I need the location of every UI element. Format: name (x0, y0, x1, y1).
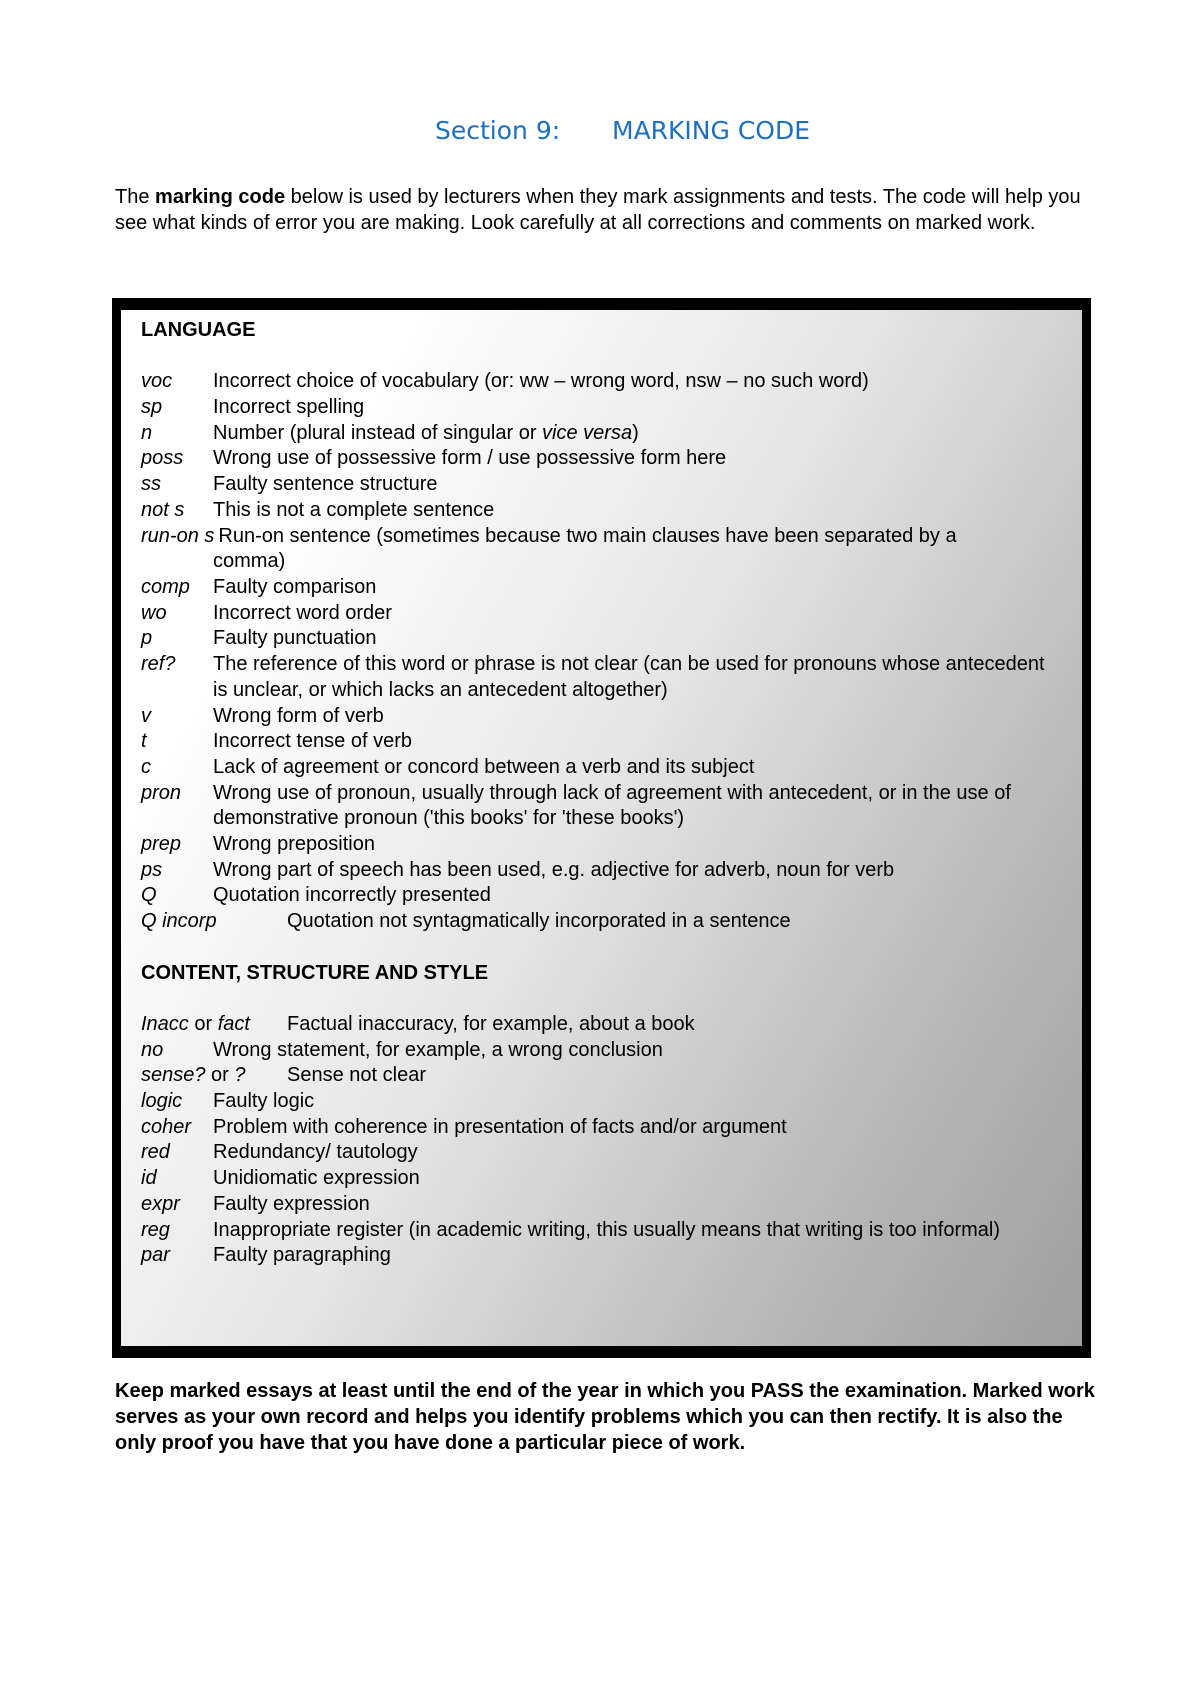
code-desc: Faulty expression (213, 1192, 370, 1215)
code-abbr: logic (141, 1090, 183, 1113)
code-desc: Wrong part of speech has been used, e.g. adjective for adverb, noun for verb (213, 858, 895, 881)
code-desc: Faulty logic (213, 1090, 315, 1113)
code-abbr: par (141, 1244, 170, 1267)
code-row (141, 1218, 1052, 1244)
intro-paragraph (115, 184, 1095, 236)
code-abbr: Q (141, 884, 157, 907)
language-heading: LANGUAGE (141, 319, 256, 341)
code-abbr: c (141, 755, 151, 778)
section-heading (0, 116, 1200, 152)
code-abbr: t (141, 730, 147, 753)
section-title: MARKING CODE (612, 116, 811, 145)
closing-paragraph: Keep marked essays at least until the end of the year in which you PASS the examination. Marked work serves as your own record and helps you identify problems which you can then rectify. It is also the only proof you have that you have done a particular piece of work. (115, 1380, 1095, 1454)
marking-code-content (121, 310, 1082, 1346)
code-row (141, 1243, 1052, 1269)
code-row (141, 832, 1052, 858)
code-row (141, 1166, 1052, 1192)
code-desc: Incorrect spelling (213, 396, 365, 419)
code-abbr: reg (141, 1218, 170, 1241)
code-desc: Incorrect word order (213, 601, 392, 624)
code-desc: Faulty punctuation (213, 627, 377, 650)
code-row (141, 755, 1052, 781)
code-abbr: comp (141, 576, 190, 598)
intro-text-start: The (115, 186, 156, 208)
code-row (141, 421, 1052, 447)
code-desc: Incorrect tense of verb (213, 730, 412, 753)
code-desc: Unidiomatic expression (213, 1167, 420, 1190)
code-row (141, 1089, 1052, 1115)
code-abbr: id (141, 1167, 157, 1190)
code-desc: Lack of agreement or concord between a verb and its subject (213, 755, 755, 778)
code-row (141, 883, 1052, 909)
code-abbr: Q incorp (141, 910, 217, 933)
code-desc: Faulty comparison (213, 576, 377, 598)
code-row (141, 909, 1052, 935)
code-abbr: pron (141, 781, 182, 804)
code-row (141, 626, 1052, 652)
code-desc: comma) (213, 550, 286, 573)
code-abbr: prep (141, 833, 182, 856)
code-row (141, 1115, 1052, 1141)
code-abbr: sp (141, 396, 163, 419)
code-desc: Inappropriate register (in academic writing, this usually means that writing is too informal) (213, 1218, 1001, 1241)
code-desc: Redundancy/ tautology (213, 1141, 418, 1164)
code-row (141, 472, 1052, 498)
code-row (141, 1012, 1052, 1038)
code-desc: The reference of this word or phrase is not clear (can be used for pronouns whose antecedent is unclear, or which lacks an antecedent altogether) (213, 653, 1045, 701)
code-desc: Quotation incorrectly presented (213, 884, 491, 907)
code-abbr: ref? (141, 653, 176, 676)
code-desc: Factual inaccuracy, for example, about a book (287, 1012, 695, 1035)
code-desc: Problem with coherence in presentation of facts and/or argument (213, 1115, 787, 1138)
code-row (141, 498, 1052, 524)
code-abbr: poss (141, 447, 184, 470)
code-desc: Faulty sentence structure (213, 473, 438, 496)
code-row (141, 858, 1052, 884)
marking-code-box (112, 298, 1091, 1358)
code-abbr: expr (141, 1192, 180, 1215)
code-row (141, 781, 1052, 832)
code-abbr: no (141, 1038, 164, 1061)
intro-text-end: below is used by lecturers when they mark assignments and tests. The code will help you see what kinds of error you are making. Look carefully at all corrections and comments on marked work. (115, 186, 1081, 234)
code-desc: Run-on sentence (sometimes because two main clauses have been separated by a (218, 524, 957, 547)
code-desc: Faulty paragraphing (213, 1244, 391, 1267)
code-abbr: sense? or ? (141, 1064, 246, 1087)
code-row (141, 704, 1052, 730)
code-row (141, 446, 1052, 472)
section-number: Section 9: (435, 116, 561, 145)
code-row (141, 575, 1052, 601)
marking-code-panel (119, 308, 1084, 1348)
code-row (141, 652, 1052, 703)
code-row (141, 369, 1052, 395)
code-desc: Sense not clear (287, 1064, 426, 1087)
code-row (141, 524, 1052, 550)
code-abbr: coher (141, 1115, 192, 1138)
content-structure-style-heading: CONTENT, STRUCTURE AND STYLE (141, 961, 489, 984)
code-desc: This is not a complete sentence (213, 498, 495, 521)
code-abbr: Inacc or fact (141, 1012, 250, 1035)
intro-bold-term: marking code (155, 186, 286, 208)
code-row (141, 601, 1052, 627)
code-abbr: ss (141, 473, 161, 496)
code-abbr: not s (141, 498, 185, 521)
code-abbr: n (141, 421, 153, 444)
code-desc: Wrong use of possessive form / use possessive form here (213, 447, 727, 470)
code-desc: Wrong statement, for example, a wrong conclusion (213, 1038, 663, 1061)
code-desc: Incorrect choice of vocabulary (or: ww – wrong word, nsw – no such word) (213, 370, 869, 393)
code-row (141, 729, 1052, 755)
code-row (141, 1038, 1052, 1064)
code-abbr: voc (141, 370, 173, 393)
code-row (141, 1063, 1052, 1089)
code-abbr: red (141, 1141, 170, 1164)
code-abbr: run-on s (141, 524, 215, 547)
code-abbr: ps (141, 858, 163, 881)
code-row (141, 1140, 1052, 1166)
code-abbr: wo (141, 601, 167, 624)
code-desc: Wrong use of pronoun, usually through lack of agreement with antecedent, or in the use of demonstrative pronoun ('this books' for 'these books') (213, 781, 1011, 830)
code-desc: Wrong preposition (213, 833, 375, 856)
code-desc: Number (plural instead of singular or vice versa) (213, 421, 639, 444)
code-abbr: v (141, 704, 151, 727)
code-desc: Quotation not syntagmatically incorporated in a sentence (287, 910, 791, 933)
code-row-continuation (141, 549, 1052, 575)
code-abbr: p (141, 627, 153, 650)
code-desc: Wrong form of verb (213, 704, 384, 727)
code-row (141, 395, 1052, 421)
code-row (141, 1192, 1052, 1218)
